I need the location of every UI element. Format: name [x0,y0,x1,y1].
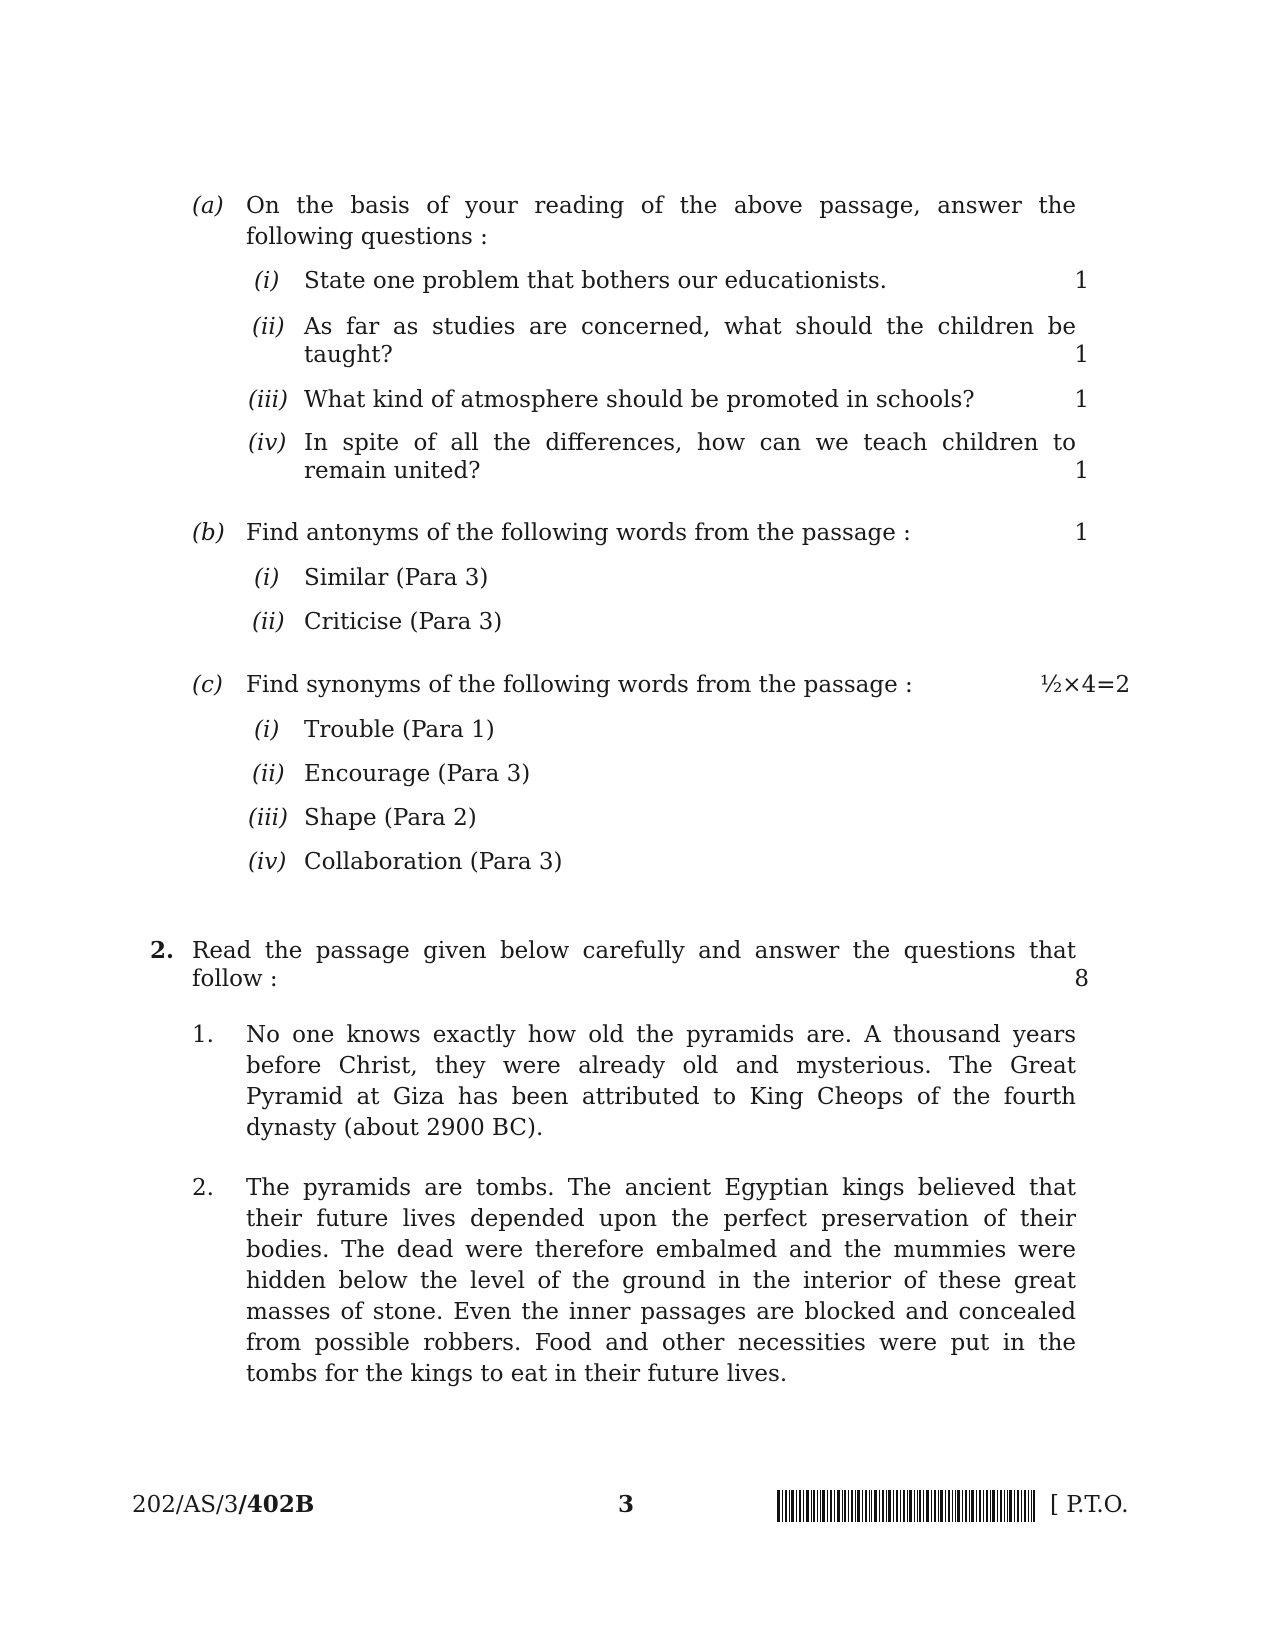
question-text: State one problem that bothers our educationists. [304,268,887,294]
paper-code-prefix: 202/AS/3 [132,1492,239,1518]
passage-paragraph: The pyramids are tombs. The ancient Egyptian kings believed that their future lives depended upon the perfect preservation of their bodies. The dead were therefore embalmed and the mummies were hidden below the level of the ground in the interior of these great masses of stone. Even the inner passages are blocked and concealed from possible robbers. Food and other necessities were put in the tombs for the kings to eat in their future lives. [246,1175,1076,1387]
part-a-line1: On the basis of your reading of the above passage, answer the [246,193,1076,219]
item-text: Trouble (Para 1) [304,717,495,743]
question-text-cont: taught? [304,342,393,368]
part-b-text: Find antonyms of the following words from the passage : [246,520,911,546]
question-number: (iv) [248,430,287,456]
question-2-line1: Read the passage given below carefully and answer the questions that [192,938,1076,964]
question-number: (ii) [252,314,285,340]
part-b-label: (b) [192,520,225,546]
paragraph-number: 2. [192,1175,214,1201]
question-number: (i) [254,268,280,294]
part-a-line2: following questions : [246,224,488,250]
item-text: Collaboration (Para 3) [304,849,563,875]
question-marks: 1 [1074,387,1089,413]
question-text: In spite of all the differences, how can we teach children to [304,430,1076,456]
item-number: (i) [254,565,280,591]
paper-code [132,1490,314,1520]
paragraph-number: 1. [192,1022,214,1048]
item-number: (iv) [248,849,287,875]
item-number: (i) [254,717,280,743]
item-number: (iii) [248,805,289,831]
question-marks: 1 [1074,268,1089,294]
page-number: 3 [618,1491,635,1518]
item-text: Shape (Para 2) [304,805,477,831]
pto-label: [ P.T.O. [1050,1492,1129,1518]
part-b-marks: 1 [1074,520,1089,546]
question-number: (iii) [248,387,289,413]
question-text-cont: remain united? [304,458,481,484]
question-2-number: 2. [150,937,175,964]
question-marks: 1 [1074,458,1089,484]
question-text: As far as studies are concerned, what should the children be [304,314,1076,340]
item-number: (ii) [252,609,285,635]
passage-paragraph: No one knows exactly how old the pyramids are. A thousand years before Christ, they were already old and mysterious. The Great Pyramid at Giza has been attributed to King Cheops of the fourth dynasty (about 2900 BC). [246,1022,1076,1141]
part-a-label: (a) [192,193,224,219]
question-2-line2: follow : [192,966,278,992]
paper-code-suffix: /402B [238,1491,315,1518]
part-c-text: Find synonyms of the following words from the passage : [246,672,913,698]
question-2-marks: 8 [1074,966,1089,992]
part-c-marks: ½×4=2 [1040,672,1131,698]
item-text: Encourage (Para 3) [304,761,531,787]
question-text: What kind of atmosphere should be promoted in schools? [304,387,975,413]
barcode-image [777,1490,1035,1522]
item-text: Criticise (Para 3) [304,609,503,635]
item-text: Similar (Para 3) [304,565,489,591]
item-number: (ii) [252,761,285,787]
question-marks: 1 [1074,342,1089,368]
part-c-label: (c) [192,672,223,698]
